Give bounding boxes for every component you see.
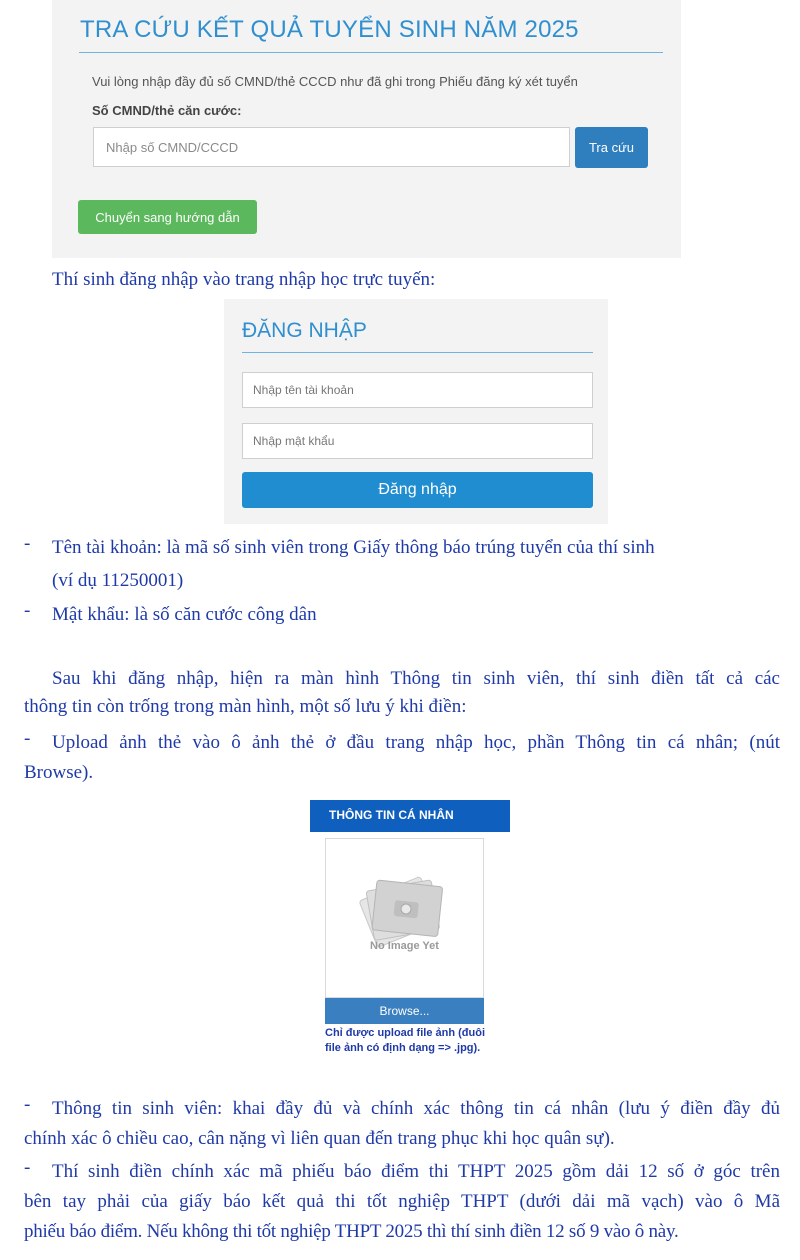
score-code-note-line3: phiếu báo điểm. Nếu không thi tốt nghiệp THPT 2025 thì thí sinh điền 12 số 9 vào ô này. bbox=[24, 1221, 679, 1242]
lookup-panel bbox=[52, 0, 681, 258]
username-example: (ví dụ 11250001) bbox=[52, 570, 184, 591]
username-input[interactable] bbox=[242, 372, 593, 408]
upload-note-line2: Browse). bbox=[24, 762, 94, 783]
personal-info-header: THÔNG TIN CÁ NHÂN bbox=[310, 800, 510, 832]
score-code-note-line2: bên tay phải của giấy báo kết quả thi tốt nghiệp THPT (dưới dải mã vạch) vào ô Mã bbox=[24, 1191, 780, 1212]
lookup-search-button[interactable]: Tra cứu bbox=[575, 127, 648, 168]
bullet-dash: - bbox=[24, 1094, 31, 1115]
photo-placeholder-icon bbox=[326, 839, 483, 997]
login-intro-text: Thí sinh đăng nhập vào trang nhập học trực tuyến: bbox=[52, 269, 436, 290]
lookup-title: TRA CỨU KẾT QUẢ TUYỂN SINH NĂM 2025 bbox=[80, 16, 579, 43]
login-title: ĐĂNG NHẬP bbox=[242, 319, 367, 342]
after-login-text-line1: Sau khi đăng nhập, hiện ra màn hình Thông tin sinh viên, thí sinh điền tất cả các bbox=[52, 668, 780, 689]
after-login-text-line2: thông tin còn trống trong màn hình, một số lưu ý khi điền: bbox=[24, 696, 467, 717]
lookup-hint: Vui lòng nhập đầy đủ số CMND/thẻ CCCD như đã ghi trong Phiếu đăng ký xét tuyển bbox=[92, 74, 578, 89]
score-code-note-line1: Thí sinh điền chính xác mã phiếu báo điểm thi THPT 2025 gồm dải 12 số ở góc trên bbox=[52, 1161, 780, 1182]
password-input[interactable] bbox=[242, 423, 593, 459]
bullet-dash: - bbox=[24, 533, 31, 554]
browse-photo-button[interactable]: Browse... bbox=[325, 998, 484, 1024]
upload-note-line1: Upload ảnh thẻ vào ô ảnh thẻ ở đầu trang nhập học, phần Thông tin cá nhân; (nút bbox=[52, 732, 780, 753]
bullet-dash: - bbox=[24, 728, 31, 749]
username-note: Tên tài khoản: là mã số sinh viên trong Giấy thông báo trúng tuyển của thí sinh bbox=[52, 537, 655, 558]
login-title-divider bbox=[242, 352, 593, 353]
login-panel bbox=[224, 299, 608, 524]
switch-to-guide-button[interactable]: Chuyển sang hướng dẫn bbox=[78, 200, 257, 234]
student-info-note-line2: chính xác ô chiều cao, cân nặng vì liên quan đến trang phục khi học quân sự). bbox=[24, 1128, 615, 1149]
photo-upload-note: Chỉ được upload file ảnh (đuôi file ảnh có định dạng => .jpg). bbox=[325, 1027, 485, 1054]
bullet-dash: - bbox=[24, 1157, 31, 1178]
id-number-input[interactable] bbox=[93, 127, 570, 167]
photo-placeholder bbox=[325, 838, 484, 998]
password-note: Mật khẩu: là số căn cước công dân bbox=[52, 604, 317, 625]
bullet-dash: - bbox=[24, 600, 31, 621]
no-image-caption: No Image Yet bbox=[370, 940, 439, 952]
id-number-label: Số CMND/thẻ căn cước: bbox=[92, 103, 242, 118]
login-button[interactable]: Đăng nhập bbox=[242, 472, 593, 508]
lookup-title-divider bbox=[79, 52, 663, 53]
student-info-note-line1: Thông tin sinh viên: khai đầy đủ và chính xác thông tin cá nhân (lưu ý điền đầy đủ bbox=[52, 1098, 780, 1119]
